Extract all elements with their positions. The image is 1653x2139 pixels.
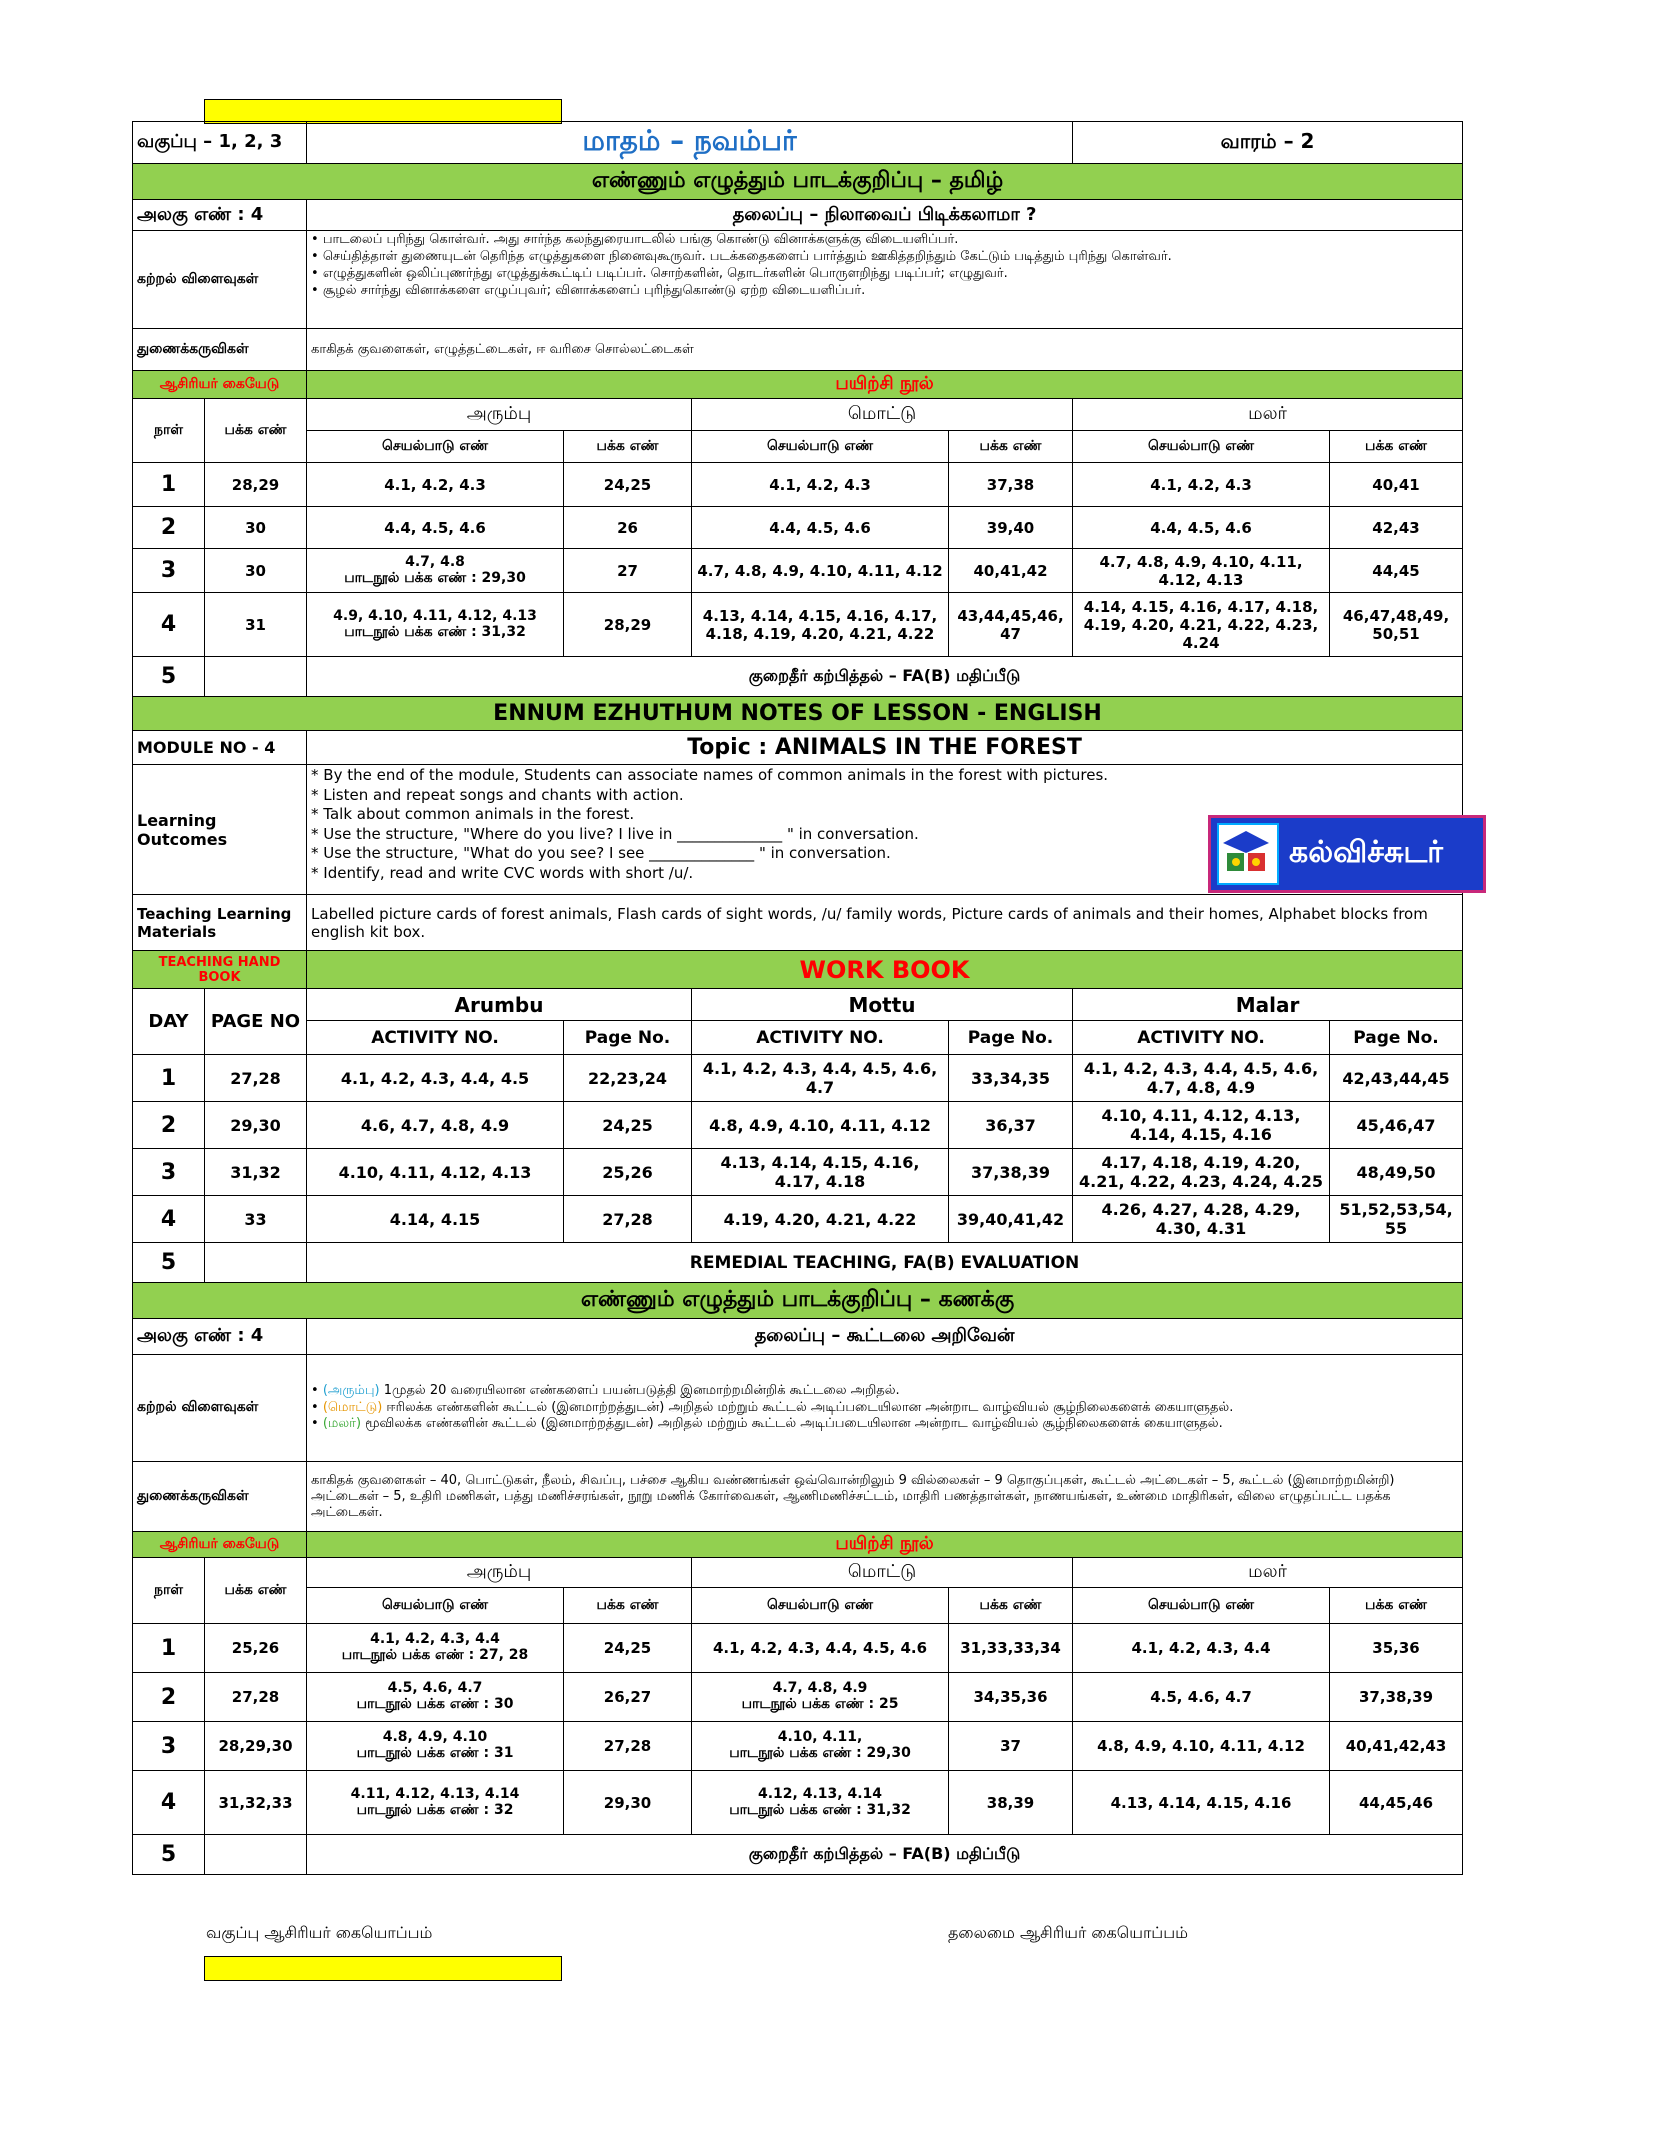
page-cell: 24,25 <box>564 463 692 507</box>
english-outcome: * Use the structure, "What do you see? I see ______________ " in conversation. <box>311 844 891 862</box>
page-cell: 38,39 <box>949 1771 1073 1835</box>
activity-text: 4.11, 4.12, 4.13, 4.14 <box>350 1785 520 1802</box>
maths-outcome: • (மலர்) மூவிலக்க எண்களின் கூட்டல் (இனமாற்றத்துடன்) அறிதல் மற்றும் கூட்டல் அடிப்படையிலான அன்றாட வாழ்வியல் சூழ்நிலைகளைக் கையாளுதல். <box>311 1416 1223 1432</box>
activity-text: 4.12, 4.13, 4.14 <box>758 1785 883 1802</box>
activity-cell: 4.7, 4.8, 4.9, 4.10, 4.11, 4.12, 4.13 <box>1073 549 1330 593</box>
tamil-level-mottu: மொட்டு <box>692 399 1073 431</box>
page-cell: 28,29 <box>205 463 307 507</box>
activity-cell: 4.10, 4.11, 4.12, 4.13, 4.14, 4.15, 4.16 <box>1073 1102 1330 1149</box>
tamil-pageno-header: பக்க எண் <box>1330 431 1463 463</box>
page-cell: 40,41 <box>1330 463 1463 507</box>
page-cell: 39,40,41,42 <box>949 1196 1073 1243</box>
page-cell: 37 <box>949 1722 1073 1771</box>
activity-text: 4.1, 4.2, 4.3, 4.4 <box>370 1631 500 1647</box>
page-cell: 48,49,50 <box>1330 1149 1463 1196</box>
activity-cell: 4.5, 4.6, 4.7 <box>1073 1673 1330 1722</box>
activity-text: 4.7, 4.8 <box>405 553 465 570</box>
maths-pageno-header: பக்க எண் <box>949 1588 1073 1624</box>
page-cell: 37,38,39 <box>1330 1673 1463 1722</box>
page-cell: 24,25 <box>564 1624 692 1673</box>
english-level-malar: Malar <box>1073 989 1463 1021</box>
maths-outcome: • (அரும்பு) 1முதல் 20 வரையிலான எண்களைப் பயன்படுத்தி இனமாற்றமின்றிக் கூட்டலை அறிதல். <box>311 1382 900 1398</box>
page-cell: 25,26 <box>205 1624 307 1673</box>
page-cell: 46,47,48,49, 50,51 <box>1330 593 1463 657</box>
kalvisudar-logo <box>1208 815 1486 893</box>
table-row <box>133 1149 1463 1196</box>
textbook-page-text: பாடநூல் பக்க எண் : 29,30 <box>729 1745 911 1761</box>
page-cell: 25,26 <box>564 1149 692 1196</box>
activity-text: 4.5, 4.6, 4.7 <box>387 1680 483 1696</box>
activity-cell <box>692 1624 949 1673</box>
maths-workbook-label: பயிற்சி நூல் <box>307 1532 1463 1558</box>
page-cell: 37,38 <box>949 463 1073 507</box>
day-cell: 5 <box>133 1835 205 1875</box>
activity-cell: 4.19, 4.20, 4.21, 4.22 <box>692 1196 949 1243</box>
activity-cell: 4.4, 4.5, 4.6 <box>692 507 949 549</box>
page-cell: 27,28 <box>205 1055 307 1102</box>
page-cell: 36,37 <box>949 1102 1073 1149</box>
maths-page-header: பக்க எண் <box>205 1558 307 1624</box>
table-row <box>133 1771 1463 1835</box>
tamil-level-arumbu: அரும்பு <box>307 399 692 431</box>
page-cell: 31,32,33 <box>205 1771 307 1835</box>
maths-materials: காகிதக் குவளைகள் – 40, பொட்டுகள், நீலம், சிவப்பு, பச்சை ஆகிய வண்ணங்கள் ஒவ்வொன்றிலும் 9 வில்லைகள் – 9 தொகுப்புகள், கூட்டல் அட்டைகள் – 5, கூட்டல் (இனமாற்றமின்றி) அட்டைகள் – 5, உதிரி மணிகள், பத்து மணிச்சரங்கள், நூறு மணிக் கோர்வைகள், ஆணிமணிச்சட்டம், மாதிரி பணத்தாள்கள், நாணயங்கள், உண்மை மாதிரிகள், விலை எழுதப்பட்ட பதக்க அட்டைகள். <box>307 1462 1463 1532</box>
english-activity-header: ACTIVITY NO. <box>692 1021 949 1055</box>
english-activity-header: ACTIVITY NO. <box>307 1021 564 1055</box>
page-cell: 40,41,42 <box>949 549 1073 593</box>
class-label: வகுப்பு – 1, 2, 3 <box>133 122 307 164</box>
maths-level-mottu: மொட்டு <box>692 1558 1073 1588</box>
page-cell: 27,28 <box>564 1722 692 1771</box>
page-cell: 42,43,44,45 <box>1330 1055 1463 1102</box>
activity-cell: 4.8, 4.9, 4.10, 4.11, 4.12 <box>692 1102 949 1149</box>
maths-section-title: எண்ணும் எழுத்தும் பாடக்குறிப்பு – கணக்கு <box>133 1283 1463 1319</box>
activity-cell <box>692 1771 949 1835</box>
table-row <box>133 1196 1463 1243</box>
tamil-activity-header: செயல்பாடு எண் <box>1073 431 1330 463</box>
activity-cell: 4.13, 4.14, 4.15, 4.16, 4.17, 4.18, 4.19, 4.20, 4.21, 4.22 <box>692 593 949 657</box>
page-cell: 40,41,42,43 <box>1330 1722 1463 1771</box>
maths-topic: தலைப்பு – கூட்டலை அறிவேன் <box>307 1319 1463 1355</box>
activity-text: 4.1, 4.2, 4.3, 4.4, 4.5, 4.6 <box>712 1639 928 1657</box>
english-pageno-header: Page No. <box>949 1021 1073 1055</box>
day-cell: 2 <box>133 1102 205 1149</box>
maths-activity-header: செயல்பாடு எண் <box>1073 1588 1330 1624</box>
activity-cell <box>307 1624 564 1673</box>
english-workbook-label: WORK BOOK <box>307 951 1463 989</box>
page-cell: 28,29 <box>564 593 692 657</box>
english-section-title: ENNUM EZHUTHUM NOTES OF LESSON - ENGLISH <box>133 697 1463 731</box>
table-row <box>133 657 1463 697</box>
activity-cell: 4.6, 4.7, 4.8, 4.9 <box>307 1102 564 1149</box>
page-cell: 29,30 <box>205 1102 307 1149</box>
tamil-pageno-header: பக்க எண் <box>949 431 1073 463</box>
activity-cell: 4.10, 4.11, 4.12, 4.13 <box>307 1149 564 1196</box>
page-cell: 33 <box>205 1196 307 1243</box>
textbook-page-text: பாடநூல் பக்க எண் : 31,32 <box>344 623 526 640</box>
maths-day-header: நாள் <box>133 1558 205 1624</box>
page-cell: 37,38,39 <box>949 1149 1073 1196</box>
activity-cell: 4.14, 4.15, 4.16, 4.17, 4.18, 4.19, 4.20, 4.21, 4.22, 4.23, 4.24 <box>1073 593 1330 657</box>
activity-cell: 4.26, 4.27, 4.28, 4.29, 4.30, 4.31 <box>1073 1196 1330 1243</box>
day-cell: 1 <box>133 1055 205 1102</box>
day-cell: 2 <box>133 1673 205 1722</box>
maths-outcomes <box>307 1355 1463 1462</box>
tamil-outcome: • செய்தித்தாள் துணையுடன் தெரிந்த எழுத்துகளை நினைவுகூருவர். படக்கதைகளைப் பார்த்தும் ஊகித்தறிந்தும் கேட்டும் படித்தும் புரிந்து கொள்வர். <box>311 248 1172 264</box>
table-row <box>133 1835 1463 1875</box>
week-label: வாரம் – 2 <box>1073 122 1463 164</box>
tamil-workbook-label: பயிற்சி நூல் <box>307 371 1463 399</box>
textbook-page-text: பாடநூல் பக்க எண் : 27, 28 <box>341 1647 529 1663</box>
maths-pageno-header: பக்க எண் <box>1330 1588 1463 1624</box>
activity-cell: 4.1, 4.2, 4.3, 4.4 <box>1073 1624 1330 1673</box>
page-cell: 31,33,33,34 <box>949 1624 1073 1673</box>
english-day-header: DAY <box>133 989 205 1055</box>
textbook-page-text: பாடநூல் பக்க எண் : 29,30 <box>344 569 526 586</box>
yellow-highlight-bottom <box>204 1956 562 1981</box>
activity-text: 4.4, 4.5, 4.6 <box>384 518 486 537</box>
activity-text: 4.9, 4.10, 4.11, 4.12, 4.13 <box>333 607 537 624</box>
page-cell: 45,46,47 <box>1330 1102 1463 1149</box>
header-row <box>133 122 1463 164</box>
english-outcome: * Use the structure, "Where do you live? I live in ______________ " in conversation. <box>311 824 919 843</box>
tamil-outcomes <box>307 231 1463 329</box>
tamil-teacher-guide-label: ஆசிரியர் கையேடு <box>133 371 307 399</box>
maths-level-malar: மலர் <box>1073 1558 1463 1588</box>
english-pageno-header: Page No. <box>1330 1021 1463 1055</box>
activity-cell <box>692 1722 949 1771</box>
day-cell: 2 <box>133 507 205 549</box>
maths-remedial: குறைதீர் கற்பித்தல் – FA(B) மதிப்பீடு <box>307 1835 1463 1875</box>
page-cell: 24,25 <box>564 1102 692 1149</box>
day-cell: 3 <box>133 1149 205 1196</box>
table-row <box>133 1722 1463 1771</box>
page-cell: 44,45 <box>1330 549 1463 593</box>
english-activity-header: ACTIVITY NO. <box>1073 1021 1330 1055</box>
activity-cell: 4.1, 4.2, 4.3, 4.4, 4.5, 4.6, 4.7 <box>692 1055 949 1102</box>
tamil-outcome: • எழுத்துகளின் ஒலிப்புணர்ந்து எழுத்துக்கூட்டிப் படிப்பர். சொற்களின், தொடர்களின் பொருளறிந்து படிப்பர்; எழுதுவர். <box>311 265 1008 281</box>
tamil-outcome: • பாடலைப் புரிந்து கொள்வர். அது சார்ந்த கலந்துரையாடலில் பங்கு கொண்டு வினாக்களுக்கு விடையளிப்பர். <box>311 232 959 247</box>
page-cell: 26,27 <box>564 1673 692 1722</box>
day-cell: 4 <box>133 593 205 657</box>
table-row <box>133 1243 1463 1283</box>
lesson-plan-sheet <box>132 121 1463 1875</box>
activity-cell: 4.4, 4.5, 4.6 <box>1073 507 1330 549</box>
page-cell: 31 <box>205 593 307 657</box>
table-row <box>133 1673 1463 1722</box>
day-cell: 4 <box>133 1196 205 1243</box>
page-cell: 31,32 <box>205 1149 307 1196</box>
maths-outcome: • (மொட்டு) ஈரிலக்க எண்களின் கூட்டல் (இனமாற்றத்துடன்) அறிதல் மற்றும் கூட்டல் அடிப்படையிலான அன்றாட வாழ்வியல் சூழ்நிலைகளைக் கையாளுதல். <box>311 1399 1234 1415</box>
tamil-activity-header: செயல்பாடு எண் <box>692 431 949 463</box>
tamil-pageno-header: பக்க எண் <box>564 431 692 463</box>
table-row <box>133 1102 1463 1149</box>
page-cell: 27,28 <box>564 1196 692 1243</box>
maths-activity-header: செயல்பாடு எண் <box>307 1588 564 1624</box>
table-row <box>133 549 1463 593</box>
activity-cell: 4.1, 4.2, 4.3, 4.4, 4.5, 4.6, 4.7, 4.8, 4.9 <box>1073 1055 1330 1102</box>
day-cell: 3 <box>133 549 205 593</box>
textbook-page-text: பாடநூல் பக்க எண் : 30 <box>356 1696 514 1712</box>
activity-cell <box>307 1673 564 1722</box>
activity-text: 4.1, 4.2, 4.3 <box>384 475 486 494</box>
page-cell: 51,52,53,54, 55 <box>1330 1196 1463 1243</box>
tamil-materials: காகிதக் குவளைகள், எழுத்தட்டைகள், ஈ வரிசை சொல்லட்டைகள் <box>307 329 1463 371</box>
tamil-activity-header: செயல்பாடு எண் <box>307 431 564 463</box>
tamil-outcomes-label: கற்றல் விளைவுகள் <box>133 231 307 329</box>
tamil-topic: தலைப்பு – நிலாவைப் பிடிக்கலாமா ? <box>307 200 1463 231</box>
maths-materials-label: துணைக்கருவிகள் <box>133 1462 307 1532</box>
day-cell: 5 <box>133 1243 205 1283</box>
english-outcome: * Identify, read and write CVC words with short /u/. <box>311 863 694 882</box>
page-cell: 27 <box>564 549 692 593</box>
maths-pageno-header: பக்க எண் <box>564 1588 692 1624</box>
page-cell: 43,44,45,46, 47 <box>949 593 1073 657</box>
textbook-page-text: பாடநூல் பக்க எண் : 25 <box>741 1696 899 1712</box>
day-cell: 5 <box>133 657 205 697</box>
english-materials-label: Teaching Learning Materials <box>133 895 307 951</box>
day-cell: 1 <box>133 463 205 507</box>
tamil-outcome: • சூழல் சார்ந்து வினாக்களை எழுப்புவர்; வினாக்களைப் புரிந்துகொண்டு ஏற்ற விடையளிப்பர். <box>311 282 866 298</box>
activity-cell: 4.1, 4.2, 4.3 <box>1073 463 1330 507</box>
maths-outcomes-label: கற்றல் விளைவுகள் <box>133 1355 307 1462</box>
english-pageno-header: Page No. <box>564 1021 692 1055</box>
activity-cell: 4.17, 4.18, 4.19, 4.20, 4.21, 4.22, 4.23, 4.24, 4.25 <box>1073 1149 1330 1196</box>
page-cell: 30 <box>205 549 307 593</box>
activity-cell: 4.1, 4.2, 4.3, 4.4, 4.5 <box>307 1055 564 1102</box>
english-materials: Labelled picture cards of forest animals, Flash cards of sight words, /u/ family words, Picture cards of animals and their homes, Alphabet blocks from english kit box. <box>307 895 1463 951</box>
book-icon <box>1217 823 1279 885</box>
page-cell: 42,43 <box>1330 507 1463 549</box>
page-cell: 27,28 <box>205 1673 307 1722</box>
activity-cell <box>307 507 564 549</box>
activity-cell: 4.8, 4.9, 4.10, 4.11, 4.12 <box>1073 1722 1330 1771</box>
day-cell: 1 <box>133 1624 205 1673</box>
activity-cell: 4.7, 4.8, 4.9, 4.10, 4.11, 4.12 <box>692 549 949 593</box>
activity-text: 4.10, 4.11, <box>777 1729 863 1745</box>
english-handbook-label: TEACHING HAND BOOK <box>133 951 307 989</box>
page-cell: 30 <box>205 507 307 549</box>
activity-cell <box>307 549 564 593</box>
logo-text: கல்விச்சுடர் <box>1289 834 1443 870</box>
english-topic: Topic : ANIMALS IN THE FOREST <box>307 731 1463 765</box>
activity-cell: 4.1, 4.2, 4.3 <box>692 463 949 507</box>
maths-unit: அலகு எண் : 4 <box>133 1319 307 1355</box>
english-level-mottu: Mottu <box>692 989 1073 1021</box>
head-teacher-signature: தலைமை ஆசிரியர் கையொப்பம் <box>948 1923 1188 1942</box>
page-cell: 26 <box>564 507 692 549</box>
tamil-section-title: எண்ணும் எழுத்தும் பாடக்குறிப்பு – தமிழ் <box>133 164 1463 200</box>
english-outcomes-label: Learning Outcomes <box>133 765 307 895</box>
page-cell: 34,35,36 <box>949 1673 1073 1722</box>
english-page-header: PAGE NO <box>205 989 307 1055</box>
tamil-day-header: நாள் <box>133 399 205 463</box>
english-outcome: * Talk about common animals in the forest. <box>311 805 635 823</box>
level-tag-mottu: (மொட்டு) <box>322 1399 383 1415</box>
class-teacher-signature: வகுப்பு ஆசிரியர் கையொப்பம் <box>206 1923 433 1942</box>
activity-cell <box>307 463 564 507</box>
maths-activity-header: செயல்பாடு எண் <box>692 1588 949 1624</box>
day-cell: 3 <box>133 1722 205 1771</box>
month-title: மாதம் – நவம்பர் <box>307 122 1073 164</box>
english-outcome: * By the end of the module, Students can associate names of common animals in the forest with pictures. <box>311 766 1109 784</box>
maths-teacher-guide-label: ஆசிரியர் கையேடு <box>133 1532 307 1558</box>
page-cell: 22,23,24 <box>564 1055 692 1102</box>
activity-cell: 4.13, 4.14, 4.15, 4.16 <box>1073 1771 1330 1835</box>
table-row <box>133 1055 1463 1102</box>
activity-cell: 4.14, 4.15 <box>307 1196 564 1243</box>
english-remedial: REMEDIAL TEACHING, FA(B) EVALUATION <box>307 1243 1463 1283</box>
textbook-page-text: பாடநூல் பக்க எண் : 31 <box>356 1745 514 1761</box>
level-tag-arumbu: (அரும்பு) <box>322 1382 380 1398</box>
tamil-level-malar: மலர் <box>1073 399 1463 431</box>
activity-cell <box>692 1673 949 1722</box>
activity-cell <box>307 1771 564 1835</box>
table-row <box>133 593 1463 657</box>
activity-cell <box>307 1722 564 1771</box>
english-level-arumbu: Arumbu <box>307 989 692 1021</box>
tamil-materials-label: துணைக்கருவிகள் <box>133 329 307 371</box>
page-cell: 28,29,30 <box>205 1722 307 1771</box>
english-module: MODULE NO - 4 <box>133 731 307 765</box>
tamil-page-header: பக்க எண் <box>205 399 307 463</box>
page-cell: 44,45,46 <box>1330 1771 1463 1835</box>
activity-cell <box>307 593 564 657</box>
table-row <box>133 1624 1463 1673</box>
english-outcome: * Listen and repeat songs and chants with action. <box>311 785 684 804</box>
activity-text: 4.8, 4.9, 4.10 <box>382 1729 488 1745</box>
table-row <box>133 507 1463 549</box>
activity-text: 4.7, 4.8, 4.9 <box>772 1680 868 1696</box>
tamil-remedial: குறைதீர் கற்பித்தல் – FA(B) மதிப்பீடு <box>307 657 1463 697</box>
page-cell: 33,34,35 <box>949 1055 1073 1102</box>
page-cell: 29,30 <box>564 1771 692 1835</box>
table-row <box>133 463 1463 507</box>
page-cell: 35,36 <box>1330 1624 1463 1673</box>
page-cell: 39,40 <box>949 507 1073 549</box>
tamil-unit: அலகு எண் : 4 <box>133 200 307 231</box>
activity-cell: 4.13, 4.14, 4.15, 4.16, 4.17, 4.18 <box>692 1149 949 1196</box>
day-cell: 4 <box>133 1771 205 1835</box>
textbook-page-text: பாடநூல் பக்க எண் : 32 <box>356 1801 514 1818</box>
textbook-page-text: பாடநூல் பக்க எண் : 31,32 <box>729 1801 911 1818</box>
level-tag-malar: (மலர்) <box>322 1416 362 1432</box>
maths-level-arumbu: அரும்பு <box>307 1558 692 1588</box>
